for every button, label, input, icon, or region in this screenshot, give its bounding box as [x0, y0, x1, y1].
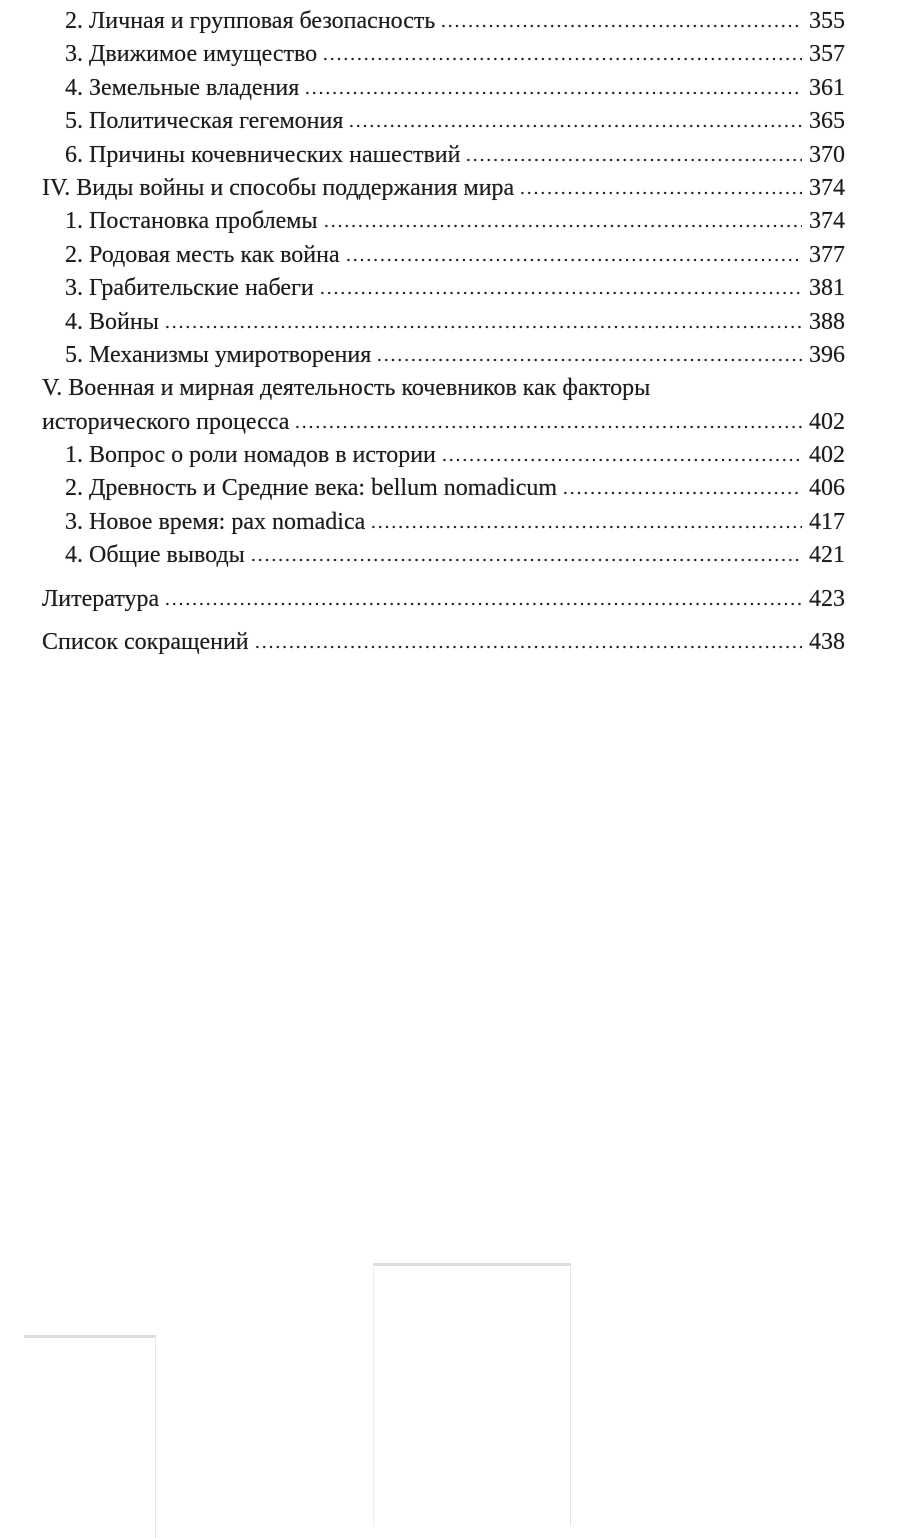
- toc-entry-label: 4. Земельные владения: [65, 74, 300, 101]
- toc-entry-label: 3. Грабительские набеги: [65, 275, 314, 302]
- page-edge-artifact-left: [24, 1335, 156, 1538]
- toc-entry-page: 361: [809, 74, 845, 101]
- toc-entry: [42, 626, 845, 659]
- dot-leader: [254, 645, 802, 649]
- toc-entry: [42, 272, 845, 305]
- toc-entry-label: 4. Общие выводы: [65, 542, 245, 569]
- toc-entry-label: 1. Вопрос о роли номадов в истории: [65, 442, 436, 469]
- toc-entry: [42, 472, 845, 505]
- toc-entry-label: V. Военная и мирная деятельность кочевников как факторы: [42, 375, 651, 402]
- toc-entry-page: 355: [809, 8, 845, 34]
- toc-entry-page: 402: [809, 408, 845, 435]
- toc-entry: [42, 5, 845, 38]
- toc-entry-label: 2. Древность и Средние века: bellum nomadicum: [65, 475, 558, 502]
- toc-entry: [42, 105, 845, 138]
- toc-entry: [42, 172, 845, 205]
- toc-entry: [42, 339, 845, 372]
- toc-entry-label: 5. Механизмы умиротворения: [65, 341, 372, 368]
- page-edge-artifact-middle: [373, 1263, 571, 1526]
- dot-leader: [519, 191, 802, 195]
- toc-entry-label: 2. Личная и групповая безопасность: [65, 8, 436, 34]
- dot-leader: [294, 425, 802, 429]
- toc-entry-page: 365: [809, 108, 845, 135]
- toc-entry-page: 396: [809, 341, 845, 368]
- toc-entry-page: 381: [809, 275, 845, 302]
- toc-entry-label: исторического процесса: [42, 408, 290, 435]
- toc-entry: [42, 439, 845, 472]
- dot-leader: [164, 602, 802, 606]
- dot-leader: [376, 358, 802, 362]
- toc-entry-page: 417: [809, 508, 845, 535]
- toc-entry-label: 6. Причины кочевнических нашествий: [65, 141, 461, 168]
- toc-entry-page: 402: [809, 442, 845, 469]
- dot-leader: [304, 91, 802, 95]
- toc-entry-page: 374: [809, 174, 845, 201]
- toc-entry: [42, 38, 845, 71]
- toc-entry-label: 1. Постановка проблемы: [65, 208, 318, 235]
- toc-entry: [42, 306, 845, 339]
- toc-entry: [42, 205, 845, 238]
- toc-entry: [42, 506, 845, 539]
- toc-entry-label: 3. Движимое имущество: [65, 41, 318, 68]
- toc-entry: [42, 372, 845, 405]
- toc-entry: [42, 139, 845, 172]
- dot-leader: [319, 291, 802, 295]
- toc-entry-label: IV. Виды войны и способы поддержания мира: [42, 174, 515, 201]
- dot-leader: [164, 325, 802, 329]
- toc-entry-label: 5. Политическая гегемония: [65, 108, 344, 135]
- toc-entry: [42, 583, 845, 616]
- toc-entry: [42, 539, 845, 572]
- toc-entry-label: 3. Новое время: pax nomadica: [65, 508, 366, 535]
- toc-entry-page: 377: [809, 241, 845, 268]
- toc-entry: [42, 239, 845, 272]
- dot-leader: [345, 258, 802, 262]
- toc-entry-page: 374: [809, 208, 845, 235]
- toc-entry-label: 2. Родовая месть как война: [65, 241, 340, 268]
- toc-entry-page: 370: [809, 141, 845, 168]
- toc-entry-page: 438: [809, 629, 845, 656]
- dot-leader: [348, 124, 802, 128]
- toc-entry-page: 388: [809, 308, 845, 335]
- toc-entry-page: 357: [809, 41, 845, 68]
- toc-entry-label: Список сокращений: [42, 629, 249, 656]
- toc-entry-continuation: [42, 406, 845, 439]
- dot-leader: [440, 24, 802, 28]
- table-of-contents: [42, 5, 845, 659]
- toc-entry-label: Литература: [42, 585, 160, 612]
- dot-leader: [322, 57, 802, 61]
- toc-entry-page: 423: [809, 585, 845, 612]
- dot-leader: [370, 525, 802, 529]
- toc-entry: [42, 72, 845, 105]
- dot-leader: [250, 558, 802, 562]
- dot-leader: [441, 458, 802, 462]
- dot-leader: [323, 224, 802, 228]
- toc-entry-page: 406: [809, 475, 845, 502]
- dot-leader: [465, 158, 802, 162]
- dot-leader: [562, 491, 802, 495]
- toc-entry-label: 4. Войны: [65, 308, 159, 335]
- toc-entry-page: 421: [809, 542, 845, 569]
